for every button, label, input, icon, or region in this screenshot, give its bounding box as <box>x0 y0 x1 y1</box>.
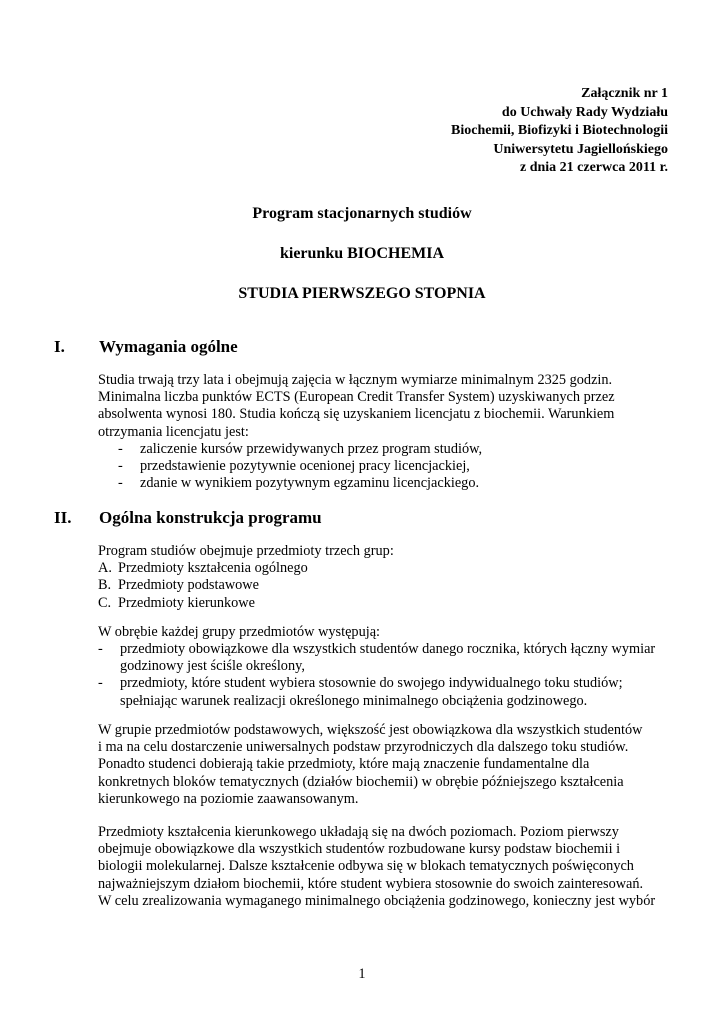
paragraph-line: i ma na celu dostarczenie uniwersalnych podstaw przyrodniczych dla dalszego toku studiów. <box>98 739 629 756</box>
paragraph-line: obejmuje obowiązkowe dla wszystkich studentów rozbudowane kursy podstaw biochemii i <box>98 841 621 858</box>
paragraph-line: Ponadto studenci dobierają takie przedmioty, które mają znaczenie fundamentalne dla <box>98 756 590 773</box>
page-number: 1 <box>358 966 366 982</box>
list-item: - przedstawienie pozytywnie ocenionej pracy licencjackiej, <box>118 458 470 475</box>
section-1-body <box>98 372 615 492</box>
annex-line: do Uchwały Rady Wydziału <box>501 104 668 120</box>
paragraph-line: Minimalna liczba punktów ECTS (European Credit Transfer System) uzyskiwanych przez <box>98 389 615 406</box>
list-item: - zaliczenie kursów przewidywanych przez program studiów, <box>118 440 483 457</box>
paragraph-basic-subjects <box>98 722 643 808</box>
annex-line: Uniwersytetu Jagiellońskiego <box>493 141 668 157</box>
annex-header <box>451 85 668 178</box>
paragraph-line: konkretnych bloków tematycznych (działów biochemii) w obrębie późniejszego kształcenia <box>98 773 624 790</box>
groups-intro: Program studiów obejmuje przedmioty trzech grup: <box>98 543 394 559</box>
type-item-continuation: spełniając warunek realizacji określonego minimalnego obciążenia godzinowego. <box>120 692 588 709</box>
title-field: kierunku BIOCHEMIA <box>279 245 445 262</box>
section-title: Wymagania ogólne <box>99 337 238 356</box>
section-2-groups <box>98 543 394 612</box>
paragraph-line: absolwenta wynosi 180. Studia kończą się uzyskaniem licencjatu z biochemii. Warunkiem <box>98 406 615 423</box>
group-item: C. Przedmioty kierunkowe <box>98 594 255 611</box>
section-title: Ogólna konstrukcja programu <box>99 508 322 527</box>
paragraph-line: Przedmioty kształcenia kierunkowego układają się na dwóch poziomach. Poziom pierwszy <box>98 824 619 840</box>
type-item-continuation: godzinowy jest ściśle określony, <box>120 658 305 675</box>
title-level: STUDIA PIERWSZEGO STOPNIA <box>238 285 486 302</box>
list-item: - zdanie w wynikiem pozytywnym egzaminu licencjackiego. <box>118 475 480 492</box>
paragraph-major-subjects <box>98 824 655 910</box>
paragraph-line: Studia trwają trzy lata i obejmują zajęcia w łącznym wymiarze minimalnym 2325 godzin. <box>98 372 613 388</box>
paragraph-line: W grupie przedmiotów podstawowych, większość jest obowiązkowa dla wszystkich studentów <box>98 722 643 738</box>
title-program: Program stacjonarnych studiów <box>252 205 472 222</box>
section-number: I. <box>54 337 65 356</box>
paragraph-line: biologii molekularnej. Dalsze kształcenie odbywa się w blokach tematycznych poświęconych <box>98 858 634 875</box>
section-number: II. <box>54 508 72 527</box>
type-item: - przedmioty obowiązkowe dla wszystkich studentów danego rocznika, których łączny wymiar <box>98 641 656 657</box>
group-item: A. Przedmioty kształcenia ogólnego <box>98 560 308 577</box>
paragraph-line: najważniejszym działom biochemii, które student wybiera stosownie do swoich zainteresowań. <box>98 875 644 892</box>
types-intro: W obrębie każdej grupy przedmiotów występują: <box>98 624 381 640</box>
annex-line: Załącznik nr 1 <box>581 86 668 101</box>
paragraph-line: otrzymania licencjatu jest: <box>98 423 249 440</box>
annex-line: z dnia 21 czerwca 2011 r. <box>519 160 668 176</box>
paragraph-line: kierunkowego na poziomie zaawansowanym. <box>98 790 359 807</box>
type-item: - przedmioty, które student wybiera stosownie do swojego indywidualnego toku studiów; <box>98 675 623 692</box>
paragraph-line: W celu zrealizowania wymaganego minimalnego obciążenia godzinowego, konieczny jest wybór <box>98 892 656 909</box>
annex-line: Biochemii, Biofizyki i Biotechnologii <box>451 123 668 139</box>
types-list <box>98 641 698 710</box>
section-2-types <box>98 624 380 641</box>
group-item: B. Przedmioty podstawowe <box>98 577 259 594</box>
